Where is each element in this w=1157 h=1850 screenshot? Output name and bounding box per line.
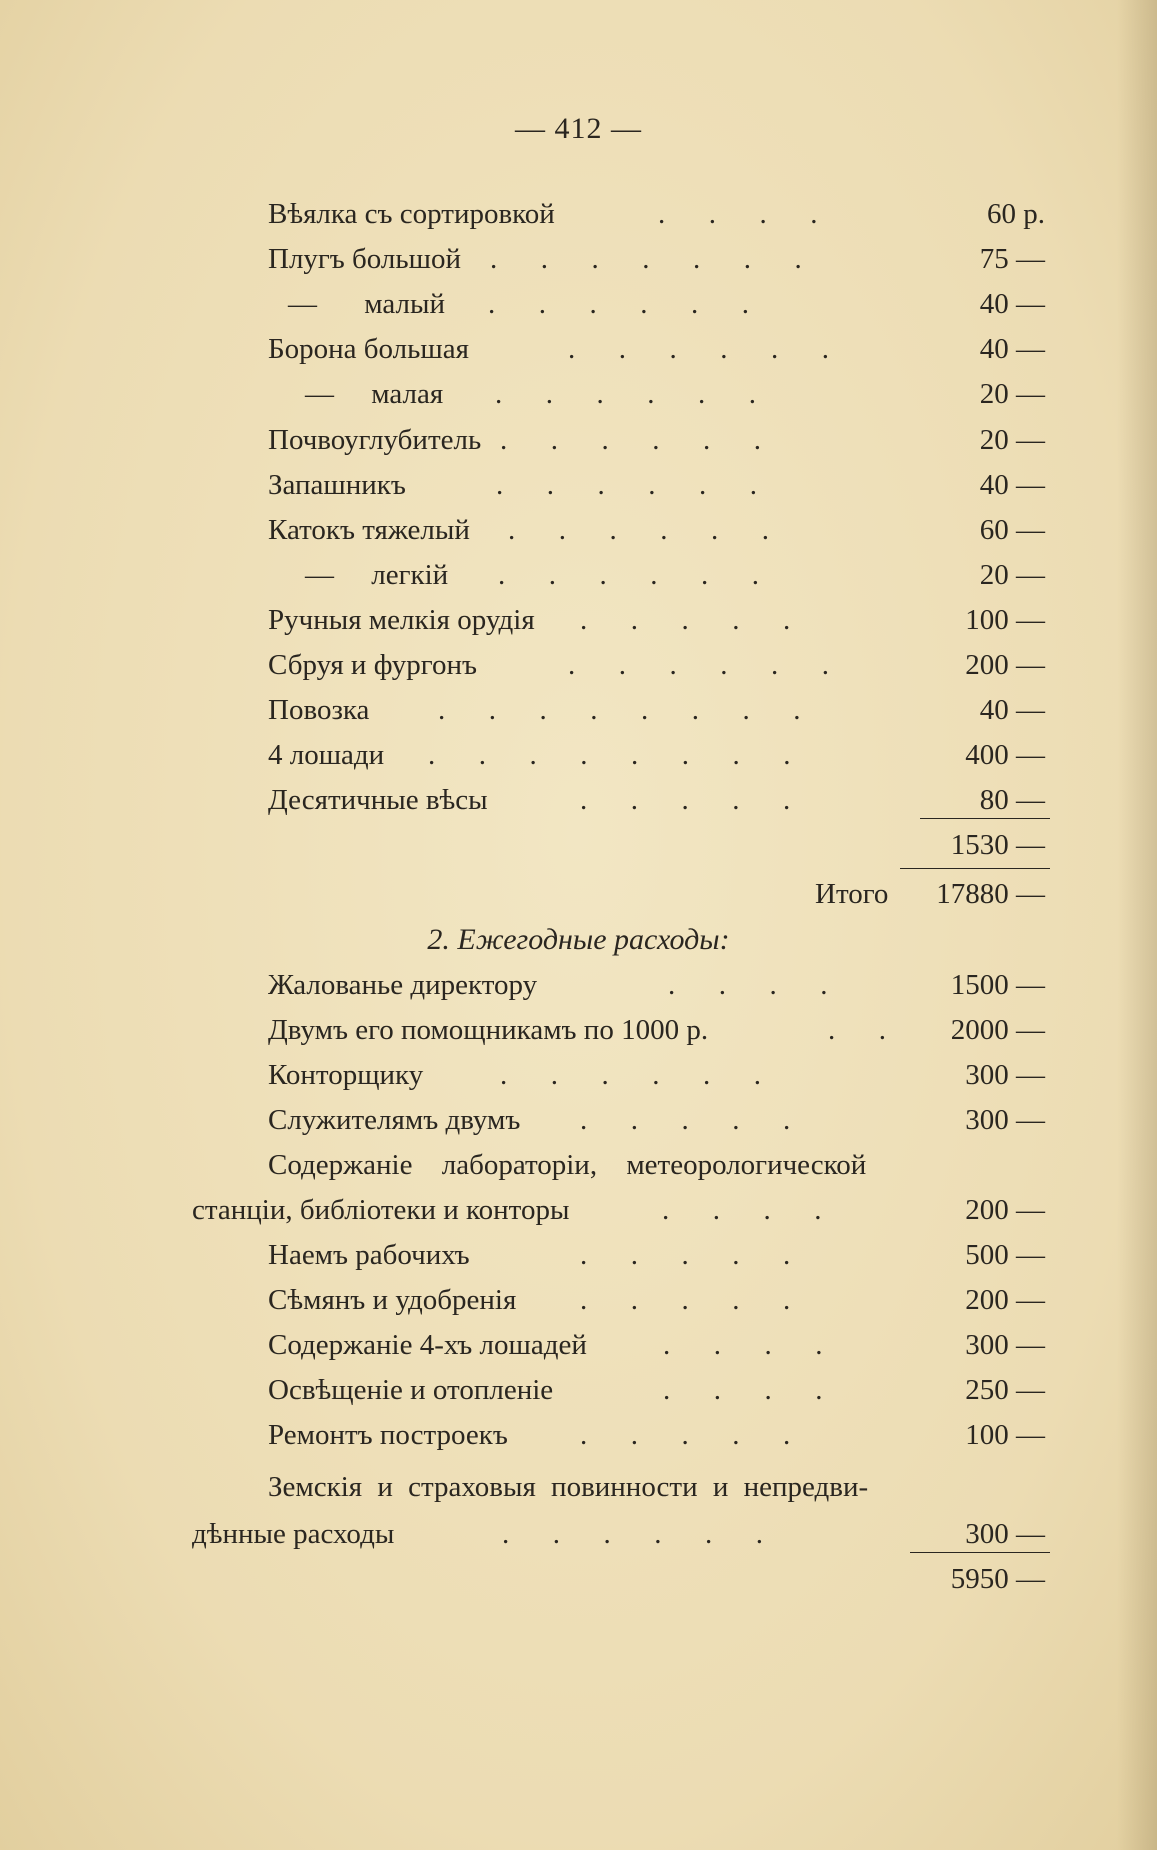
list-item: [268, 778, 988, 822]
item-label: Повозка: [268, 694, 370, 726]
list-item: [268, 463, 988, 507]
sum-rule: [900, 868, 1050, 869]
list-item: [268, 1413, 988, 1457]
item-label: Жалованье директору: [268, 969, 538, 1001]
list-item: [268, 733, 988, 777]
item-amount: 100 —: [965, 1419, 1045, 1451]
list-item: [268, 508, 988, 552]
item-amount: 20 —: [979, 378, 1045, 410]
item-amount: 40 —: [979, 694, 1045, 726]
list-item: [268, 643, 988, 687]
leader-dots: . . . .: [663, 1374, 823, 1406]
leader-dots: . . . . .: [580, 1284, 791, 1316]
item-label: Земскія и страховыя повинности и непредви-: [268, 1471, 869, 1503]
subtotal-amount: 5950 —: [950, 1563, 1045, 1595]
list-item-line2: [192, 1188, 988, 1232]
leader-dots: . . . . . .: [495, 378, 756, 410]
item-amount: 500 —: [965, 1239, 1045, 1271]
subtotal-amount: 1530 —: [950, 829, 1045, 861]
leader-dots: . . . . . . . .: [438, 694, 801, 726]
item-label: — легкій: [305, 559, 449, 591]
leader-dots: . . . . . .: [498, 559, 759, 591]
leader-dots: . . . . .: [580, 604, 791, 636]
leader-dots: . . . . .: [580, 1239, 791, 1271]
item-amount: 300 —: [965, 1518, 1045, 1550]
list-item: [268, 963, 988, 1007]
item-label: Сѣмянъ и удобренія: [268, 1284, 517, 1316]
item-label: Плугъ большой: [268, 243, 461, 275]
leader-dots: . . . .: [658, 198, 818, 230]
item-amount: 200 —: [965, 1284, 1045, 1316]
leader-dots: . .: [828, 1014, 886, 1046]
item-amount: 400 —: [965, 739, 1045, 771]
item-amount: 200 —: [965, 649, 1045, 681]
leader-dots: . . . . .: [580, 1104, 791, 1136]
leader-dots: . . . . . .: [502, 1518, 763, 1550]
item-label: Ручныя мелкія орудія: [268, 604, 535, 636]
list-item: [268, 1323, 988, 1367]
item-label: Почвоуглубитель: [268, 424, 482, 456]
leader-dots: . . . . . .: [500, 424, 761, 456]
list-item: [305, 553, 988, 597]
item-label: Освѣщеніе и отопленіе: [268, 1374, 554, 1406]
item-amount: 20 —: [979, 559, 1045, 591]
leader-dots: . . . . . . .: [490, 243, 802, 275]
item-amount: 2000 —: [950, 1014, 1045, 1046]
total-amount: 17880 —: [936, 878, 1045, 910]
item-label: дѣнные расходы: [192, 1518, 395, 1550]
item-label: Содержаніе 4-хъ лошадей: [268, 1329, 587, 1361]
item-label: Двумъ его помощникамъ по 1000 р.: [268, 1014, 709, 1046]
list-item: [268, 1233, 988, 1277]
item-label: Содержаніе лабораторіи, метеорологической: [268, 1149, 867, 1181]
item-amount: 40 —: [979, 469, 1045, 501]
leader-dots: . . . . . .: [568, 333, 829, 365]
list-item: [268, 327, 988, 371]
list-item-line1: [268, 1465, 908, 1509]
item-amount: 80 —: [979, 784, 1045, 816]
page-number: — 412 —: [515, 112, 642, 145]
list-item: [268, 192, 988, 236]
item-amount: 300 —: [965, 1059, 1045, 1091]
list-item-line2: [192, 1512, 988, 1556]
leader-dots: . . . . . .: [496, 469, 757, 501]
total-label: Итого: [815, 878, 889, 910]
item-label: Запашникъ: [268, 469, 406, 501]
item-label: станціи, библіотеки и конторы: [192, 1194, 570, 1226]
item-label: Вѣялка съ сортировкой: [268, 198, 555, 230]
list-item: [268, 1008, 988, 1052]
leader-dots: . . . . . .: [488, 288, 749, 320]
item-label: Ремонтъ построекъ: [268, 1419, 508, 1451]
list-item: [268, 598, 988, 642]
item-amount: 20 —: [979, 424, 1045, 456]
item-amount: 200 —: [965, 1194, 1045, 1226]
item-amount: 40 —: [979, 333, 1045, 365]
leader-dots: . . . .: [663, 1329, 823, 1361]
item-label: Борона большая: [268, 333, 469, 365]
leader-dots: . . . .: [668, 969, 828, 1001]
item-label: Служителямъ двумъ: [268, 1104, 521, 1136]
list-item: [268, 1368, 988, 1412]
item-label: — малый: [288, 288, 446, 320]
item-label: — малая: [305, 378, 444, 410]
item-amount: 300 —: [965, 1329, 1045, 1361]
item-label: Сбруя и фургонъ: [268, 649, 477, 681]
sum-rule: [920, 818, 1050, 819]
list-item: [268, 237, 988, 281]
leader-dots: . . . . . . . .: [428, 739, 791, 771]
list-item: [268, 418, 988, 462]
leader-dots: . . . . . .: [568, 649, 829, 681]
list-item: [268, 1278, 988, 1322]
leader-dots: . . . .: [662, 1194, 822, 1226]
section-heading: 2. Ежегодные расходы:: [427, 923, 730, 956]
leader-dots: . . . . . .: [508, 514, 769, 546]
item-amount: 300 —: [965, 1104, 1045, 1136]
list-item: [268, 688, 988, 732]
item-amount: 40 —: [979, 288, 1045, 320]
list-item: [268, 1053, 988, 1097]
item-amount: 60 —: [979, 514, 1045, 546]
item-amount: 250 —: [965, 1374, 1045, 1406]
item-amount: 1500 —: [950, 969, 1045, 1001]
leader-dots: . . . . . .: [500, 1059, 761, 1091]
list-item: [305, 372, 988, 416]
item-amount: 100 —: [965, 604, 1045, 636]
leader-dots: . . . . .: [580, 1419, 791, 1451]
item-label: Десятичные вѣсы: [268, 784, 488, 816]
leader-dots: . . . . .: [580, 784, 791, 816]
list-item: [288, 282, 988, 326]
item-label: Катокъ тяжелый: [268, 514, 470, 546]
item-label: Конторщику: [268, 1059, 424, 1091]
item-amount: 60 р.: [987, 198, 1045, 230]
item-label: 4 лошади: [268, 739, 385, 771]
item-amount: 75 —: [979, 243, 1045, 275]
list-item: [268, 1098, 988, 1142]
item-label: Наемъ рабочихъ: [268, 1239, 470, 1271]
sum-rule: [910, 1552, 1050, 1553]
list-item-line1: [268, 1143, 908, 1187]
